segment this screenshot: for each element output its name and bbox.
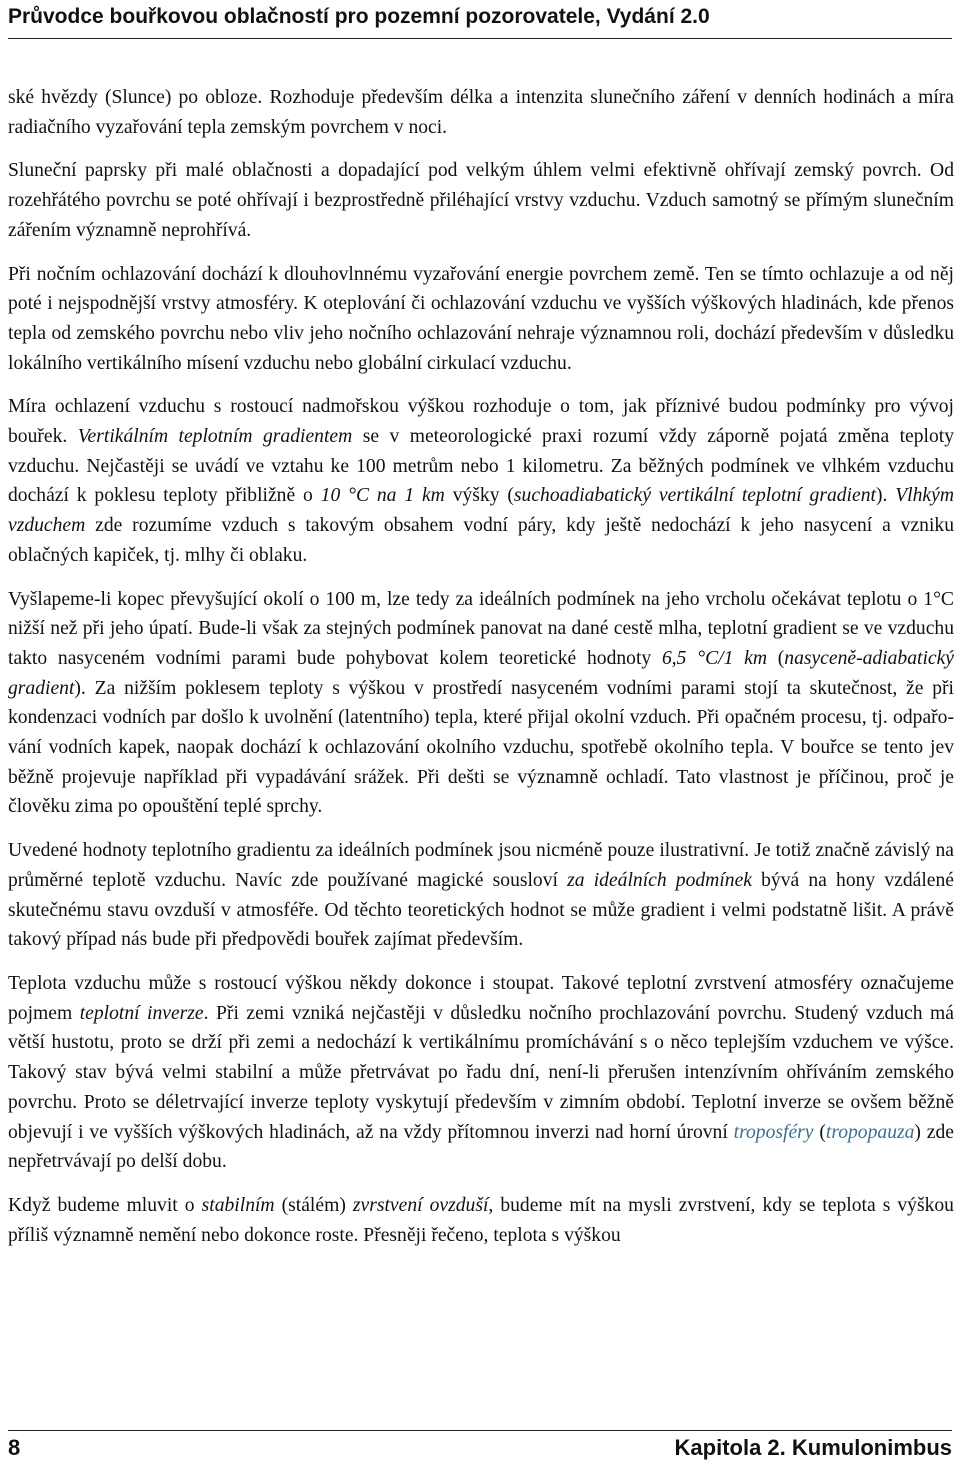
footer-divider bbox=[8, 1430, 952, 1431]
term-temperature-inversion: teplotní inverze bbox=[79, 1002, 204, 1024]
term-stable: stabilním bbox=[201, 1194, 275, 1216]
value-saturated-gradient: 6,5 °C/1 km bbox=[661, 647, 767, 669]
running-footer bbox=[8, 1433, 952, 1463]
term-humid-air: Vlhkým vzduchem bbox=[8, 485, 954, 537]
paragraph-2: Sluneční paprsky při malé oblačnosti a dopadající pod velkým úhlem velmi efektivně ohřívají zemský povrch. Od rozehřátého povrchu se poté ohřívají i bezprostředně přiléhající vrstvy vzduchu. Vzduch samotný se přímým slunečním zářením významně neprohřívá. bbox=[8, 160, 954, 241]
paragraph-4: Míra ochlazení vzduchu s rostoucí nadmořskou výškou rozhoduje o tom, jak příznivé budou podmínky pro vývoj bouřek. Vertikálním teplotním gradientem se v meteorologické praxi rozumí vždy záporně pojatá změna teploty vzduchu. Nejčastěji se uvádí ve vztahu ke 100 metrům nebo 1 kilometru. Za běžných podmínek ve vlhkém vzduchu dochází k poklesu teploty přibližně o 10 °C na 1 km výšky (suchoadiabatický vertikální teplotní gradient). Vlhkým vzduchem zde rozumíme vzduch s takovým obsahem vodní páry, kdy ještě nedochází k jeho nasycení a vzniku oblačných kapiček, tj. mlhy či oblaku. bbox=[8, 396, 955, 566]
running-header bbox=[8, 3, 952, 31]
paragraph-5: Vyšlapeme-li kopec převyšující okolí o 100 m, lze tedy za ideálních podmínek na jeho vrcholu očekávat teplotu o 1°C nižší než při jeho úpatí. Bude-li však za stejných podmínek panovat na dané cestě mlha, teplotní gradient se ve vzduchu takto nasyceném vodními parami bude pohybovat kolem teoretické hodnoty 6,5 °C/1 km (nasyceně-adiabatický gradient). Za nižším poklesem teploty s výškou v prostředí nasyceném vodními parami stojí ta skutečnost, že při kondenzaci vodních par došlo k uvolnění (latentního) tepla, které přijal okolní vzduch. Při opačném procesu, tj. odpařování vodních kapek, naopak dochází k ochlazování okolního vzduchu, spotřebě okolního tepla. V bouřce se tento jev běžně projevuje například při vypadávání srážek. Při dešti se významně ochladí. Tato vlastnost je příčinou, proč je člověku zima po opouštění teplé sprchy. bbox=[8, 588, 954, 818]
page-number: 8 bbox=[8, 1435, 21, 1460]
chapter-title: Kapitola 2. Kumulonimbus bbox=[674, 1435, 952, 1460]
term-saturated-adiabatic: nasyceně-adiabatický gradient bbox=[8, 647, 954, 699]
paragraph-8: Když budeme mluvit o stabilním (stálém) zvrstvení ovzduší, budeme mít na mysli zvrstvení, kdy se teplota s výškou příliš významně nemění nebo dokonce roste. Přesněji řečeno, teplota s výškou bbox=[8, 1194, 954, 1246]
troposphere-link[interactable]: troposféry bbox=[733, 1121, 814, 1143]
header-divider bbox=[8, 38, 952, 39]
value-dry-gradient: 10 °C na 1 km bbox=[320, 485, 445, 507]
page-body bbox=[8, 83, 954, 1264]
term-vertical-gradient: Vertikálním teplotním gradientem bbox=[77, 426, 353, 448]
document-title: Průvodce bouřkovou oblačností pro pozemní pozorovatele, Vydání 2.0 bbox=[8, 5, 710, 28]
term-ideal-conditions: za ideálních podmínek bbox=[567, 869, 752, 891]
term-dry-adiabatic: suchoadiabatický vertikální teplotní gradient bbox=[513, 485, 876, 507]
tropopause-link[interactable]: tropopauza bbox=[825, 1121, 915, 1143]
term-stratification: zvrstvení ovzduší bbox=[352, 1194, 489, 1216]
paragraph-1: ské hvězdy (Slunce) po obloze. Rozhoduje především délka a intenzita slunečního záření v denních hodinách a míra radiačního vyzařování tepla zemským povrchem v noci. bbox=[8, 87, 954, 138]
paragraph-6: Uvedené hodnoty teplotního gradientu za ideálních podmínek jsou nicméně pouze ilustrativní. Je totiž značně závislý na průměrné teplotě vzduchu. Navíc zde používané magické sousloví za ideálních podmínek bývá na hony vzdálené skutečnému stavu ovzduší v atmosféře. Od těchto teoretických hodnot se může gradient i velmi podstatně lišit. A právě takový případ nás bude při předpovědi bouřek zajímat především. bbox=[8, 840, 954, 951]
paragraph-3: Při nočním ochlazování dochází k dlouhovlnnému vyzařování energie povrchem země. Ten se tímto ochlazuje a od něj poté i nejspodnější vrstvy atmosféry. K oteplování či ochlazování vzduchu ve vyšších výškových hladinách, kde přenos tepla od zemského povrchu nebo vliv jeho nočního ochlazování nehraje významnou roli, dochází především v důsledku lokálního vertikálního mísení vzduchu nebo globální cirkulací vzduchu. bbox=[8, 263, 954, 374]
paragraph-7: Teplota vzduchu může s rostoucí výškou někdy dokonce i stoupat. Takové teplotní zvrstvení atmosféry označujeme pojmem teplotní inverze. Při zemi vzniká nejčastěji v důsledku nočního prochlazování povrchu. Studený vzduch má větší hustotu, proto se drží při zemi a nedochází k vertikálnímu promíchávání s o něco teplejším vzduchem ve výšce. Takový stav bývá velmi stabilní a může přetrvávat po řadu dní, není-li přerušen intenzívním ohříváním zemského povrchu. Proto se déletrvající inverze teploty vyskytují především v zimním období. Teplotní inverze se ovšem běžně objevují i ve vyšších výškových hladinách, až na vždy přítomnou inverzi nad horní úrovní troposféry (tropopauza) zde nepřetrvávají po delší dobu. bbox=[8, 972, 954, 1173]
